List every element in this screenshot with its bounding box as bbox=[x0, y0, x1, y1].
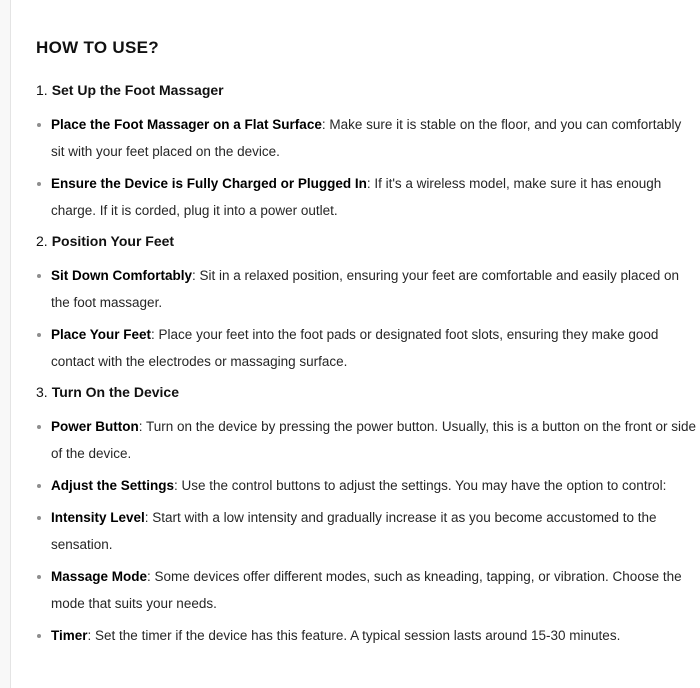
step-list bbox=[36, 262, 698, 375]
how-to-use-document bbox=[11, 0, 700, 688]
list-item bbox=[36, 563, 698, 617]
bullet-icon bbox=[37, 484, 41, 488]
step-title: Turn On the Device bbox=[51, 384, 180, 400]
list-item-body: : If it's a wireless model, make sure it has enough charge. If it is corded, plug it into a power outlet. bbox=[51, 176, 662, 218]
list-item-text bbox=[51, 262, 698, 316]
step-number: 3. bbox=[36, 384, 48, 400]
bullet-icon bbox=[37, 333, 41, 337]
list-item-label: Sit Down Comfortably bbox=[51, 268, 192, 283]
list-item-body: : Make sure it is stable on the floor, and you can comfortably sit with your feet placed on the device. bbox=[51, 117, 682, 159]
bullet-icon bbox=[37, 182, 41, 186]
list-item-body: : Place your feet into the foot pads or designated foot slots, ensuring they make good contact with the electrodes or massaging surface. bbox=[51, 327, 659, 369]
list-item bbox=[36, 504, 698, 558]
list-item-label: Timer bbox=[51, 628, 88, 643]
bullet-icon bbox=[37, 516, 41, 520]
list-item-text bbox=[51, 111, 698, 165]
list-item bbox=[36, 111, 698, 165]
bullet-icon bbox=[37, 274, 41, 278]
list-item bbox=[36, 321, 698, 375]
step-heading-position bbox=[36, 232, 698, 250]
bullet-icon bbox=[37, 123, 41, 127]
page-left-edge bbox=[0, 0, 11, 688]
list-item-label: Place the Foot Massager on a Flat Surface bbox=[51, 117, 322, 132]
list-item-label: Place Your Feet bbox=[51, 327, 152, 342]
list-item bbox=[36, 622, 698, 649]
step-heading-setup bbox=[36, 81, 698, 99]
list-item-text bbox=[51, 563, 698, 617]
list-item bbox=[36, 472, 698, 499]
section-position-feet bbox=[36, 232, 698, 375]
list-item-body: : Sit in a relaxed position, ensuring your feet are comfortable and easily placed on the foot massager. bbox=[51, 268, 680, 310]
list-item-label: Ensure the Device is Fully Charged or Plugged In bbox=[51, 176, 367, 191]
list-item bbox=[36, 413, 698, 467]
step-list bbox=[36, 413, 698, 649]
list-item-text bbox=[51, 170, 698, 224]
bullet-icon bbox=[37, 575, 41, 579]
step-title: Position Your Feet bbox=[51, 233, 175, 249]
list-item-text bbox=[51, 321, 698, 375]
bullet-icon bbox=[37, 634, 41, 638]
list-item-body: : Start with a low intensity and gradually increase it as you become accustomed to the sensation. bbox=[51, 510, 657, 552]
list-item-text bbox=[51, 472, 666, 499]
list-item-label: Intensity Level bbox=[51, 510, 145, 525]
section-turn-on bbox=[36, 383, 698, 649]
list-item-body: : Set the timer if the device has this feature. A typical session lasts around 15-30 minutes. bbox=[87, 628, 621, 643]
step-number: 2. bbox=[36, 233, 48, 249]
step-title: Set Up the Foot Massager bbox=[51, 82, 224, 98]
step-number: 1. bbox=[36, 82, 48, 98]
bullet-icon bbox=[37, 425, 41, 429]
list-item-body: : Use the control buttons to adjust the settings. You may have the option to control: bbox=[174, 478, 667, 493]
list-item-label: Power Button bbox=[51, 419, 139, 434]
step-list bbox=[36, 111, 698, 224]
list-item-body: : Turn on the device by pressing the power button. Usually, this is a button on the front or side of the device. bbox=[51, 419, 697, 461]
list-item-label: Massage Mode bbox=[51, 569, 148, 584]
page-title: HOW TO USE? bbox=[36, 38, 159, 57]
list-item bbox=[36, 262, 698, 316]
section-setup bbox=[36, 81, 698, 224]
list-item-label: Adjust the Settings bbox=[51, 478, 175, 493]
list-item-body: : Some devices offer different modes, such as kneading, tapping, or vibration. Choose the mode that suits your needs. bbox=[51, 569, 682, 611]
list-item bbox=[36, 170, 698, 224]
list-item-text bbox=[51, 622, 620, 649]
list-item-text bbox=[51, 413, 698, 467]
list-item-text bbox=[51, 504, 698, 558]
step-heading-turn-on bbox=[36, 383, 698, 401]
